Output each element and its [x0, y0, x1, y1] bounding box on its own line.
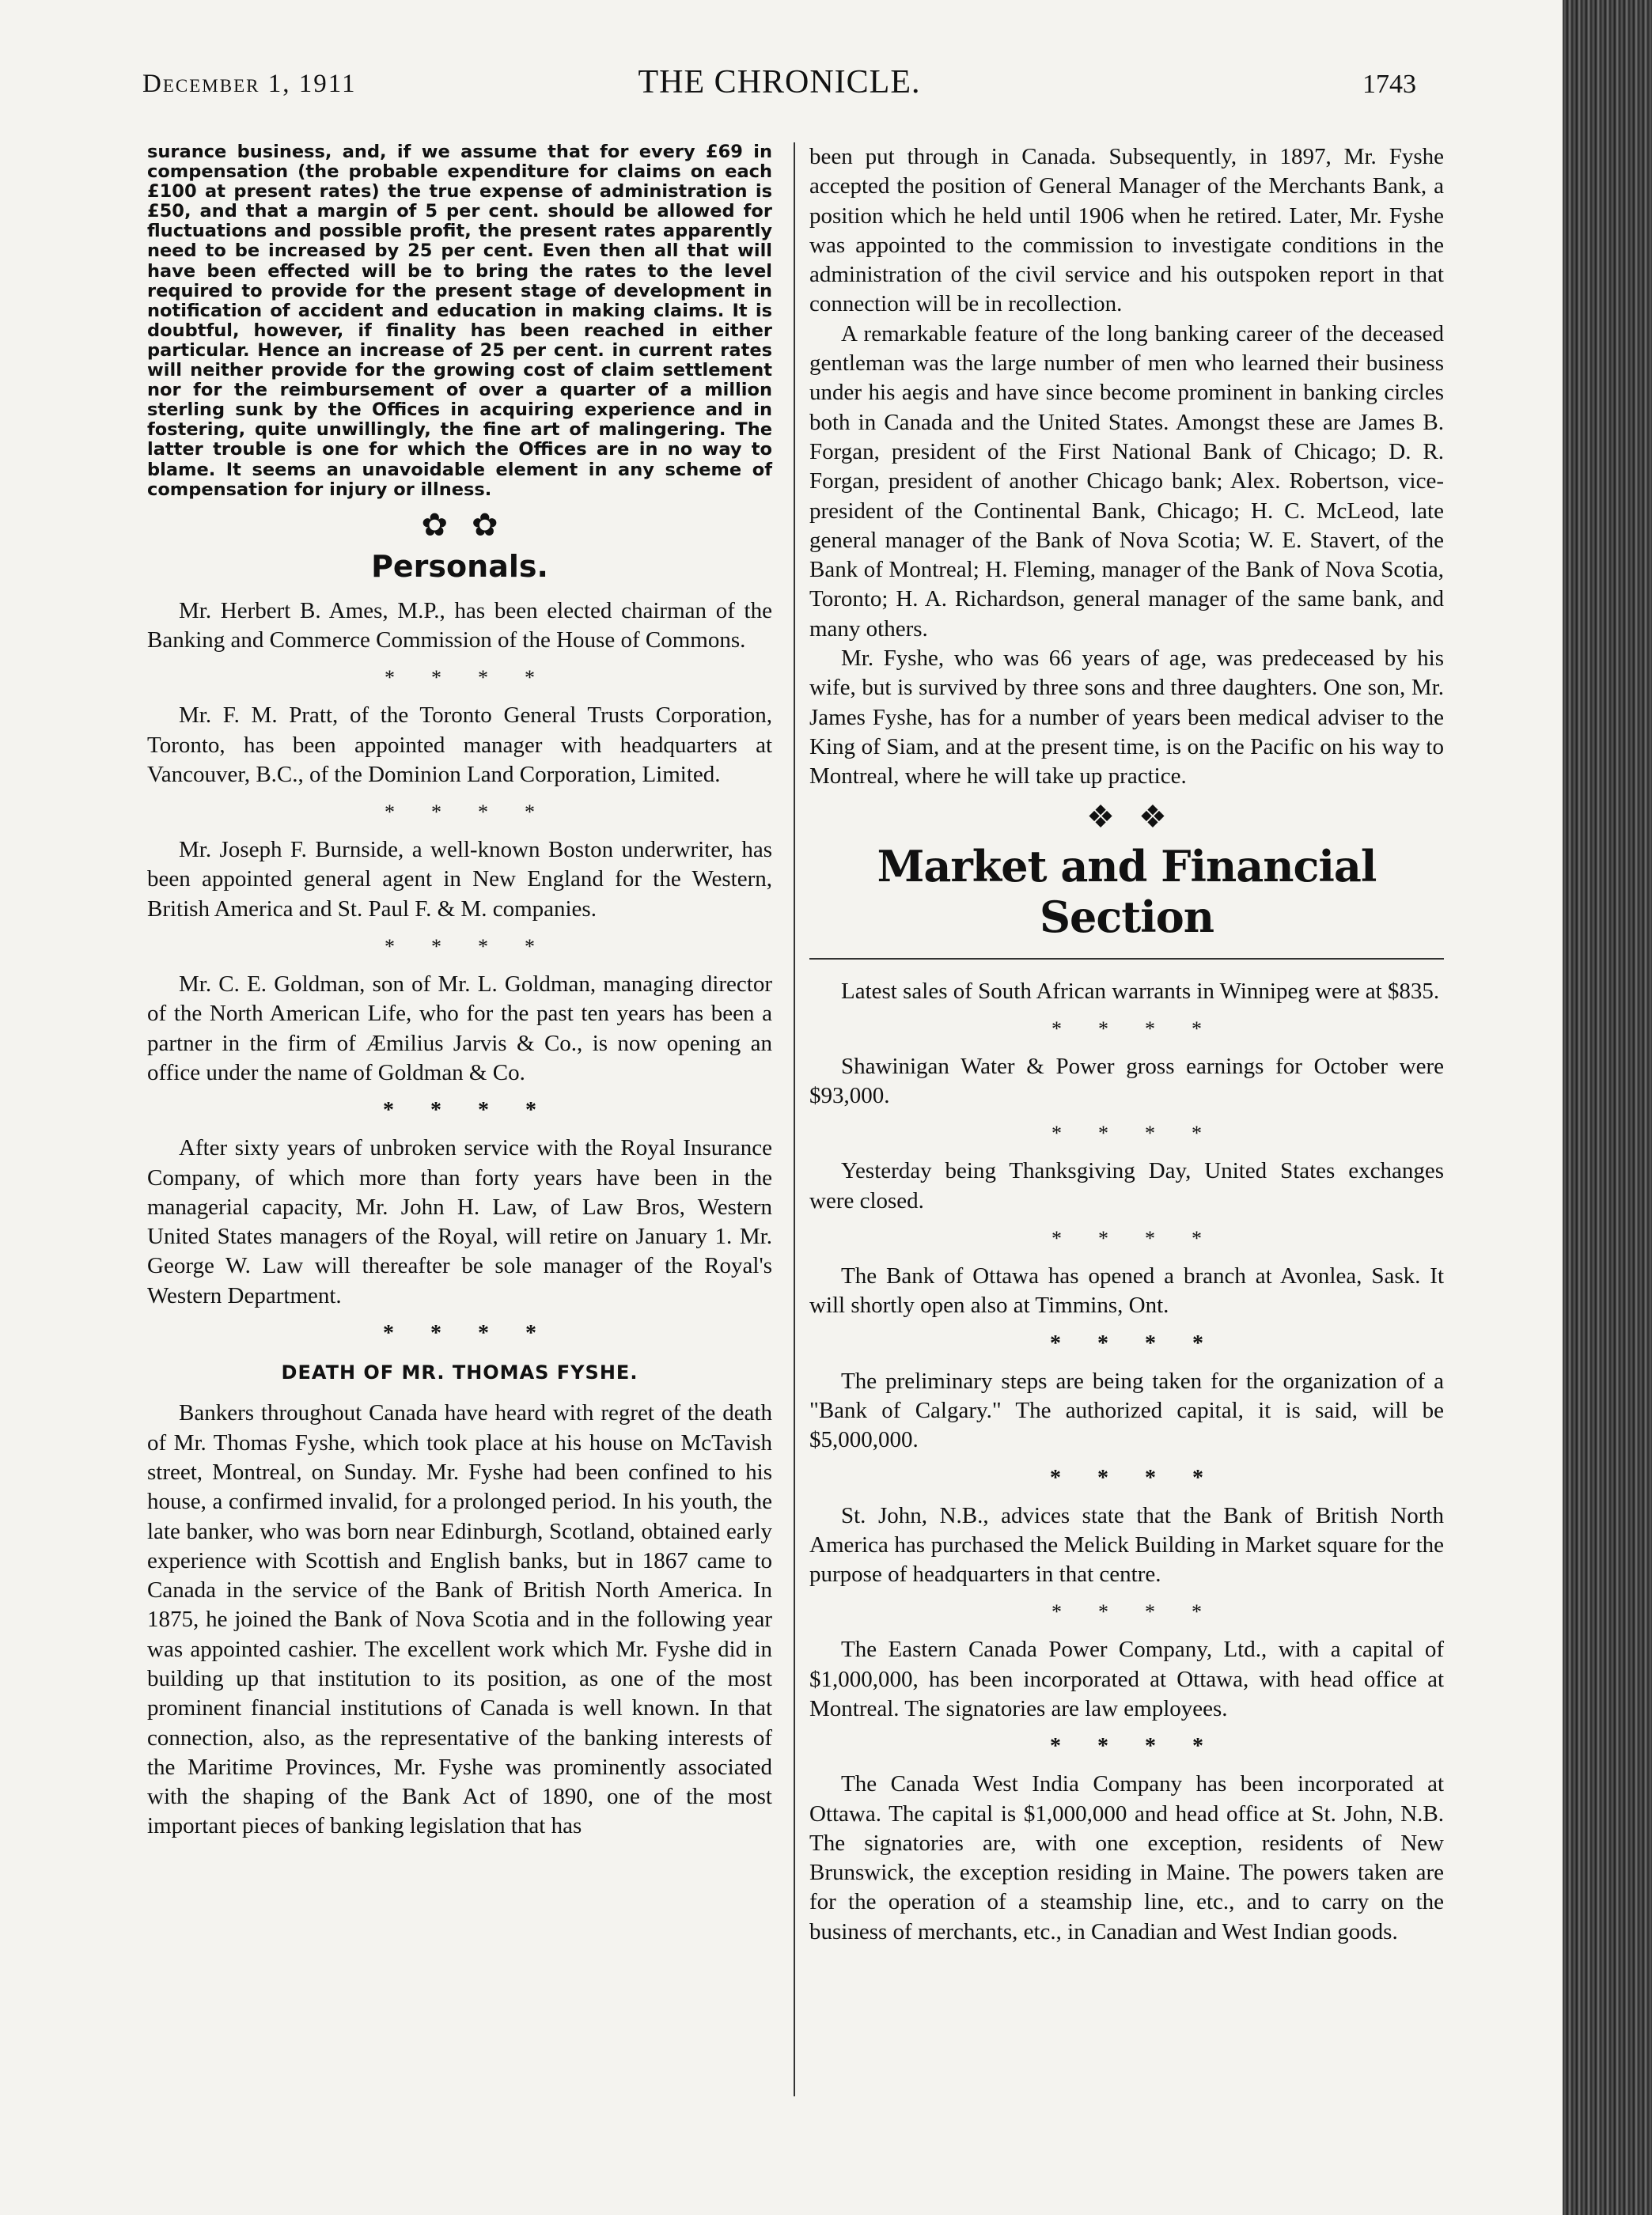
column-divider	[794, 142, 795, 2096]
right-column	[809, 142, 1444, 1947]
personal-item: Mr. Herbert B. Ames, M.P., has been elected chairman of the Banking and Commerce Commission of the House of Commons.	[147, 597, 772, 653]
separator-stars: ****	[1051, 1227, 1238, 1251]
book-page-edges	[1563, 0, 1652, 2215]
personal-item: After sixty years of unbroken service with the Royal Insurance Company, of which more than forty years have been in the managerial capacity, Mr. John H. Law, of Law Bros, Western United States managers of the Royal, will retire on January 1. Mr. George W. Law will thereafter be sole manager of the Royal's Western Department.	[147, 1135, 772, 1308]
ornament-divider: ✿✿	[421, 506, 522, 543]
personal-item: Mr. Joseph F. Burnside, a well-known Boston underwriter, has been appointed general agent in New England for the Western, British America and St. Paul F. & M. companies.	[147, 837, 772, 922]
market-item: The Eastern Canada Power Company, Ltd., with a capital of $1,000,000, has been incorporated at Ottawa, with head office at Montreal. The signatories are law employees.	[809, 1637, 1444, 1721]
separator-stars: ****	[1051, 1017, 1238, 1040]
market-item: The preliminary steps are being taken for the organization of a "Bank of Calgary." The authorized capital, it is said, will be $5,000,000.	[809, 1368, 1444, 1453]
obituary-paragraph: A remarkable feature of the long banking career of the deceased gentleman was the large number of men who learned their business under his aegis and have since become prominent in banking circles both in Canada and the United States. Amongst these are James B. Forgan, president of the First National Bank of Chicago; D. R. Forgan, president of another Chicago bank; Alex. Robertson, vice-president of the Continental Bank, Chicago; H. C. McLeod, late general manager of the Bank of Nova Scotia; W. E. Stavert, of the Bank of Montreal; H. Fleming, manager of the Bank of Nova Scotia, Toronto; H. A. Richardson, general manager of the same bank, and many others.	[809, 320, 1444, 642]
market-item: The Bank of Ottawa has opened a branch at Avonlea, Sask. It will shortly open also at Timmins, Ont.	[809, 1263, 1444, 1319]
section-rule	[809, 958, 1444, 960]
obituary-continuation: been put through in Canada. Subsequently, in 1897, Mr. Fyshe accepted the position of General Manager of the Merchants Bank, a position which he held until 1906 when he retired. Later, Mr. Fyshe was appointed to the commission to investigate conditions in the administration of the civil service and his outspoken report in that connection will be in recollection.	[809, 144, 1444, 317]
separator-stars: ****	[383, 1321, 573, 1346]
page-number: 1743	[1362, 70, 1416, 99]
obituary-paragraph: Mr. Fyshe, who was 66 years of age, was predeceased by his wife, but is survived by three sons and three daughters. One son, Mr. James Fyshe, has for a number of years been medical adviser to the King of Siam, and at the present time, is on the Pacific on his way to Montreal, where he will take up practice.	[809, 646, 1444, 789]
separator-stars: ****	[1050, 1331, 1240, 1356]
left-column	[147, 142, 772, 1842]
market-item: Latest sales of South African warrants in Winnipeg were at $835.	[841, 978, 1440, 1004]
separator-stars: ****	[385, 935, 571, 959]
market-item: The Canada West India Company has been incorporated at Ottawa. The capital is $1,000,000 and head office at St. John, N.B. The signatories are, with one exception, residents of New Brunswick, the exception residing in Maine. The powers taken are for the operation of a steamship line, etc., and to carry on the business of merchants, etc., in Canadian and West Indian goods.	[809, 1771, 1444, 1944]
obituary-text: Bankers throughout Canada have heard with regret of the death of Mr. Thomas Fyshe, which took place at his house on McTavish street, Montreal, on Sunday. Mr. Fyshe had been confined to his house, a confirmed invalid, for a prolonged period. In his youth, the late banker, who was born near Edinburgh, Scotland, obtained early experience with Scottish and English banks, but in 1867 came to Canada in the service of the Bank of British North America. In 1875, he joined the Bank of Nova Scotia and in the following year was appointed cashier. The excellent work which Mr. Fyshe did in building up that institution to its position, as one of the most prominent financial institutions of Canada is well known. In that connection, also, as the representative of the banking interests of the Maritime Provinces, Mr. Fyshe was prominently associated with the shaping of the Bank Act of 1890, one of the most important pieces of banking legislation that has	[147, 1400, 772, 1839]
publication-title: THE CHRONICLE.	[638, 64, 921, 100]
page-header	[142, 62, 1416, 109]
separator-stars: ****	[385, 666, 571, 690]
obituary-heading: DEATH OF MR. THOMAS FYSHE.	[281, 1361, 638, 1384]
market-item: Yesterday being Thanksgiving Day, United States exchanges were closed.	[809, 1158, 1444, 1214]
ornament-divider: ❖❖	[1086, 798, 1191, 835]
market-item: Shawinigan Water & Power gross earnings for October were $93,000.	[809, 1053, 1444, 1109]
separator-stars: ****	[1050, 1734, 1240, 1759]
personal-item: Mr. C. E. Goldman, son of Mr. L. Goldman, managing director of the North American Life, who for the past ten years has been a partner in the firm of Æmilius Jarvis & Co., is now opening an office under the name of Goldman & Co.	[147, 971, 772, 1085]
issue-date: December 1, 1911	[142, 70, 357, 98]
separator-stars: ****	[1050, 1465, 1240, 1490]
separator-stars: ****	[383, 1098, 573, 1123]
market-item: St. John, N.B., advices state that the Bank of British North America has purchased the Melick Building in Market square for the purpose of headquarters in that centre.	[809, 1502, 1444, 1588]
separator-stars: ****	[385, 801, 571, 824]
continued-article-text: surance business, and, if we assume that for every £69 in compensation (the probable expenditure for claims on each £100 at present rates) the true expense of administration is £50, and that a margin of 5 per cent. should be allowed for fluctuations and possible profit, the present rates apparently need to be increased by 25 per cent. Even then all that will have been effected will be to bring the rates to the level required to provide for the present stage of development in notification of accident and education in making claims. It is doubtful, however, if finality has been reached in either particular. Hence an increase of 25 per cent. in current rates will neither provide for the growing cost of claim settlement nor for the reimbursement of over a quarter of a million sterling sunk by the Offices in acquiring experience and in fostering, quite unwillingly, the fine art of malingering. The latter trouble is one for which the Offices are in no way to blame. It seems an unavoidable element in any scheme of compensation for injury or illness.	[147, 142, 772, 500]
separator-stars: ****	[1051, 1600, 1238, 1624]
personals-heading: Personals.	[371, 548, 548, 584]
personal-item: Mr. F. M. Pratt, of the Toronto General Trusts Corporation, Toronto, has been appointed manager with headquarters at Vancouver, B.C., of the Dominion Land Corporation, Limited.	[147, 702, 772, 787]
market-section-heading: Market and Financial Section	[877, 840, 1377, 942]
separator-stars: ****	[1051, 1122, 1238, 1145]
